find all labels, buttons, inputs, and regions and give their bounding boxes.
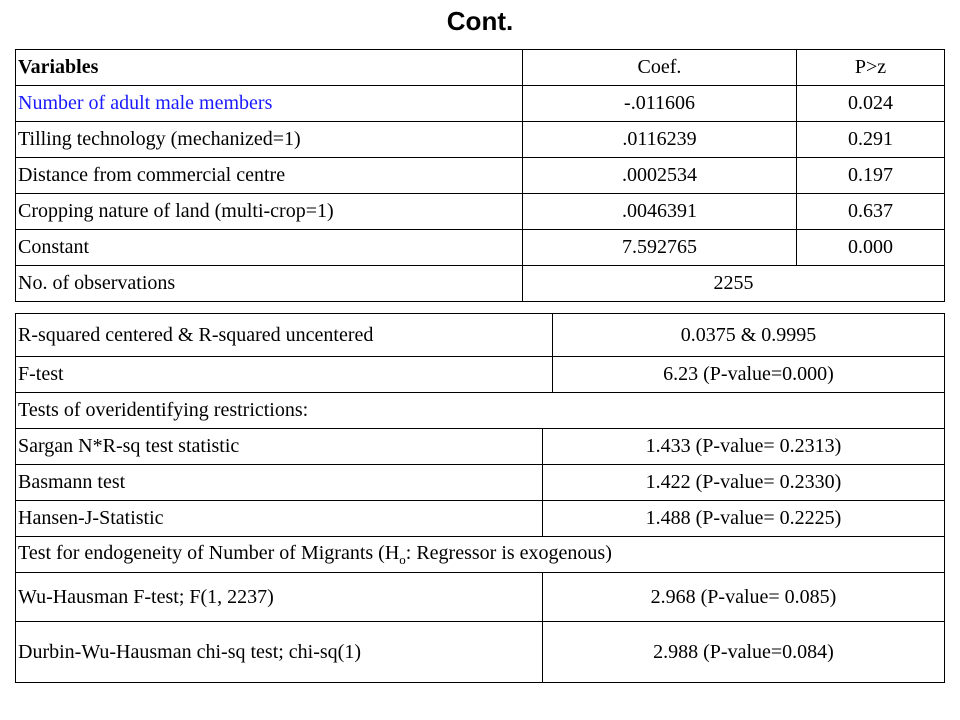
observations-label: No. of observations <box>16 266 523 302</box>
table-header-row <box>16 50 945 86</box>
header-coef: Coef. <box>523 50 797 86</box>
wu-hausman-value: 2.968 (P-value= 0.085) <box>543 573 945 622</box>
coef-value: .0002534 <box>523 158 797 194</box>
endogeneity-heading-sub: o <box>399 551 406 567</box>
durbin-row <box>16 622 945 683</box>
r-squared-label: R-squared centered & R-squared uncentered <box>16 314 553 357</box>
endogeneity-heading-row <box>16 537 945 573</box>
p-value: 0.024 <box>797 86 945 122</box>
variable-name: Distance from commercial centre <box>16 158 523 194</box>
f-test-row <box>16 357 945 393</box>
header-variables: Variables <box>16 50 523 86</box>
observations-row <box>16 266 945 302</box>
f-test-value: 6.23 (P-value=0.000) <box>553 357 945 393</box>
durbin-label: Durbin-Wu-Hausman chi-sq test; chi-sq(1) <box>16 622 543 683</box>
sargan-row <box>16 429 945 465</box>
variable-name: Constant <box>16 230 523 266</box>
wu-hausman-label: Wu-Hausman F-test; F(1, 2237) <box>16 573 543 622</box>
wu-hausman-row <box>16 573 945 622</box>
sargan-label: Sargan N*R-sq test statistic <box>16 429 543 465</box>
durbin-value: 2.988 (P-value=0.084) <box>543 622 945 683</box>
table-row <box>16 194 945 230</box>
regression-table <box>15 49 945 302</box>
p-value: 0.000 <box>797 230 945 266</box>
coef-value: -.011606 <box>523 86 797 122</box>
page-title: Cont. <box>446 6 514 36</box>
table-row <box>16 86 945 122</box>
coef-value: .0116239 <box>523 122 797 158</box>
coef-value: 7.592765 <box>523 230 797 266</box>
overid-heading-row <box>16 393 945 429</box>
p-value: 0.197 <box>797 158 945 194</box>
basmann-row <box>16 465 945 501</box>
sargan-value: 1.433 (P-value= 0.2313) <box>543 429 945 465</box>
table-row <box>16 122 945 158</box>
hansen-label: Hansen-J-Statistic <box>16 501 543 537</box>
header-pvalue: P>z <box>797 50 945 86</box>
p-value: 0.291 <box>797 122 945 158</box>
endogeneity-heading-pre: Test for endogeneity of Number of Migrants (H <box>18 541 400 564</box>
hansen-value: 1.488 (P-value= 0.2225) <box>543 501 945 537</box>
observations-value: 2255 <box>523 266 945 302</box>
p-value: 0.637 <box>797 194 945 230</box>
variable-name: Cropping nature of land (multi-crop=1) <box>16 194 523 230</box>
endogeneity-heading <box>16 537 945 573</box>
table-row <box>16 158 945 194</box>
variable-name: Tilling technology (mechanized=1) <box>16 122 523 158</box>
f-test-label: F-test <box>16 357 553 393</box>
overid-heading: Tests of overidentifying restrictions: <box>16 393 945 429</box>
hansen-row <box>16 501 945 537</box>
tests-table <box>15 313 945 683</box>
table-row <box>16 230 945 266</box>
endogeneity-heading-post: : Regressor is exogenous) <box>405 541 612 564</box>
basmann-value: 1.422 (P-value= 0.2330) <box>543 465 945 501</box>
r-squared-value: 0.0375 & 0.9995 <box>553 314 945 357</box>
variable-name: Number of adult male members <box>16 86 523 122</box>
basmann-label: Basmann test <box>16 465 543 501</box>
coef-value: .0046391 <box>523 194 797 230</box>
r-squared-row <box>16 314 945 357</box>
